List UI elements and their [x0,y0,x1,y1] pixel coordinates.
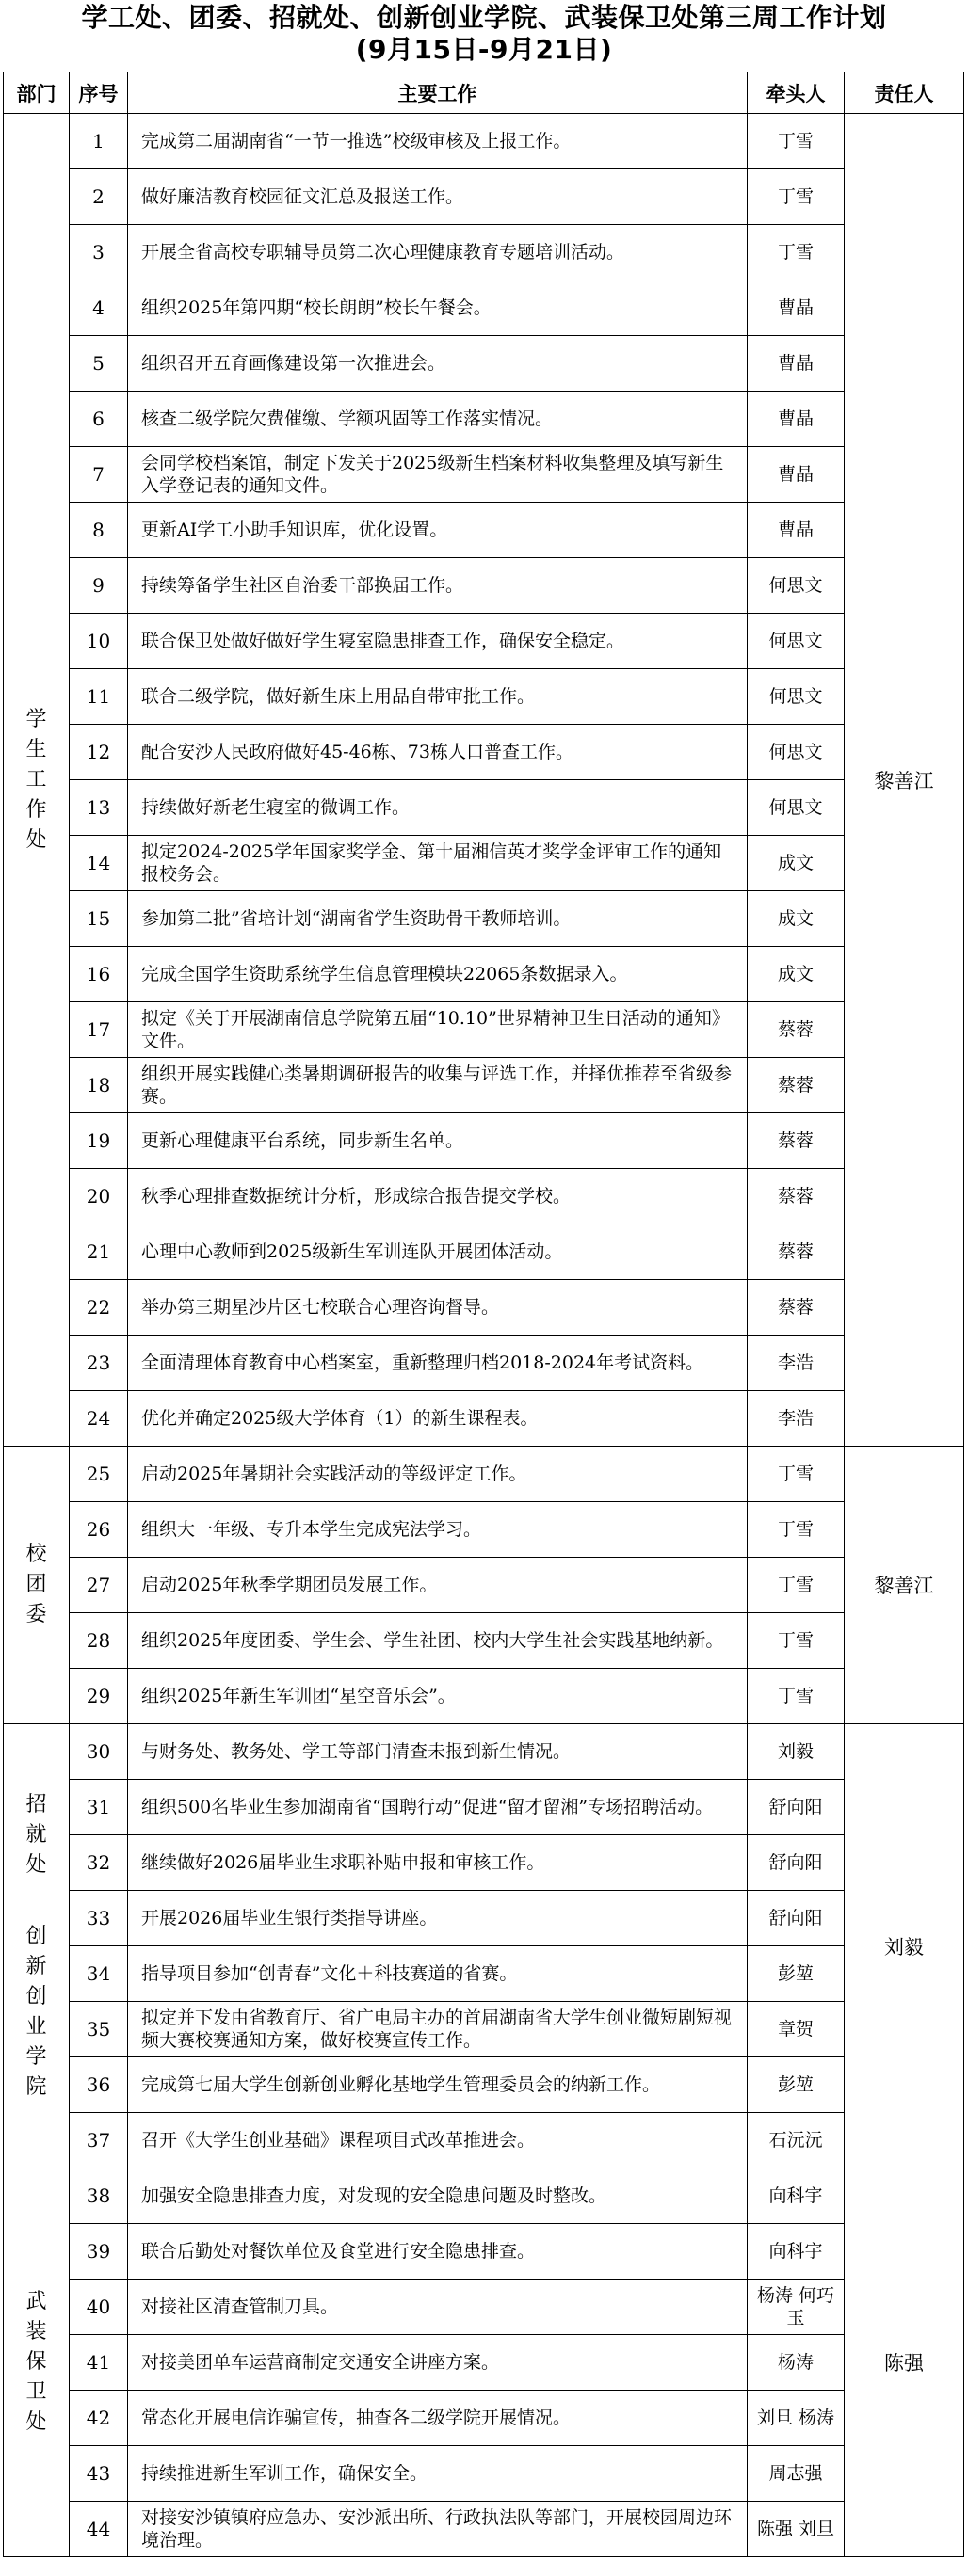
table-row [4,114,964,169]
seq-cell: 5 [70,336,128,392]
lead-cell: 丁雪 [748,169,845,225]
lead-cell: 成文 [748,836,845,891]
table-row [4,2224,964,2280]
seq-cell: 32 [70,1835,128,1891]
task-cell: 启动2025年秋季学期团员发展工作。 [128,1558,748,1613]
table-row [4,614,964,669]
seq-cell: 21 [70,1224,128,1280]
table-row [4,1891,964,1946]
task-cell: 对接美团单车运营商制定交通安全讲座方案。 [128,2335,748,2391]
task-cell: 组织500名毕业生参加湖南省“国聘行动”促进“留才留湘”专场招聘活动。 [128,1780,748,1835]
header-lead: 牵头人 [748,72,845,114]
seq-cell: 31 [70,1780,128,1835]
seq-cell: 22 [70,1280,128,1336]
lead-cell: 蔡蓉 [748,1280,845,1336]
lead-cell: 丁雪 [748,1447,845,1502]
table-row [4,225,964,280]
dept-cell [4,1447,70,1724]
task-cell: 全面清理体育教育中心档案室，重新整理归档2018-2024年考试资料。 [128,1336,748,1391]
seq-cell: 17 [70,1002,128,1058]
table-row [4,1169,964,1224]
lead-cell: 蔡蓉 [748,1113,845,1169]
table-row [4,1946,964,2002]
table-row [4,669,964,725]
lead-cell: 舒向阳 [748,1780,845,1835]
seq-cell: 40 [70,2280,128,2335]
task-cell: 组织2025年度团委、学生会、学生社团、校内大学生社会实践基地纳新。 [128,1613,748,1669]
task-cell: 完成第七届大学生创新创业孵化基地学生管理委员会的纳新工作。 [128,2057,748,2113]
dept-cell [4,114,70,1447]
dept-gap [5,1880,68,1922]
task-cell: 对接社区清查管制刀具。 [128,2280,748,2335]
lead-cell: 蔡蓉 [748,1224,845,1280]
table-row [4,2280,964,2335]
lead-cell: 何思文 [748,780,845,836]
task-cell: 联合二级学院，做好新生床上用品自带审批工作。 [128,669,748,725]
seq-cell: 20 [70,1169,128,1224]
lead-cell: 向科宇 [748,2224,845,2280]
table-body [4,114,964,2557]
dept-name: 创新创业学院 [25,1924,47,2099]
lead-cell: 蔡蓉 [748,1002,845,1058]
task-cell: 组织开展实践健心类暑期调研报告的收集与评选工作，并择优推荐至省级参赛。 [128,1058,748,1113]
lead-cell: 蔡蓉 [748,1058,845,1113]
table-row [4,2502,964,2557]
table-row [4,1002,964,1058]
task-cell: 核查二级学院欠费催缴、学额巩固等工作落实情况。 [128,392,748,447]
table-row [4,947,964,1002]
owner-cell: 刘毅 [845,1724,964,2168]
seq-cell: 30 [70,1724,128,1780]
seq-cell: 37 [70,2113,128,2168]
table-row [4,1558,964,1613]
table-row [4,2168,964,2224]
lead-cell: 杨涛 何巧玉 [748,2280,845,2335]
lead-cell: 李浩 [748,1391,845,1447]
seq-cell: 42 [70,2391,128,2446]
table-row [4,891,964,947]
seq-cell: 18 [70,1058,128,1113]
seq-cell: 10 [70,614,128,669]
header-task: 主要工作 [128,72,748,114]
table-row [4,1113,964,1169]
table-row [4,392,964,447]
lead-cell: 李浩 [748,1336,845,1391]
seq-cell: 7 [70,447,128,503]
lead-cell: 丁雪 [748,1613,845,1669]
table-row [4,1336,964,1391]
dept-cell [4,1724,70,2168]
seq-cell: 36 [70,2057,128,2113]
task-cell: 拟定并下发由省教育厅、省广电局主办的首届湖南省大学生创业微短剧短视频大赛校赛通知方案，做好校赛宣传工作。 [128,2002,748,2057]
seq-cell: 9 [70,558,128,614]
dept-cell [4,2168,70,2557]
seq-cell: 1 [70,114,128,169]
seq-cell: 38 [70,2168,128,2224]
seq-cell: 35 [70,2002,128,2057]
lead-cell: 曹晶 [748,503,845,558]
lead-cell: 刘毅 [748,1724,845,1780]
owner-cell: 陈强 [845,2168,964,2557]
task-cell: 对接安沙镇镇府应急办、安沙派出所、行政执法队等部门，开展校园周边环境治理。 [128,2502,748,2557]
lead-cell: 曹晶 [748,447,845,503]
table-row [4,336,964,392]
lead-cell: 何思文 [748,669,845,725]
table-row [4,2335,964,2391]
header-owner: 责任人 [845,72,964,114]
task-cell: 会同学校档案馆，制定下发关于2025级新生档案材料收集整理及填写新生入学登记表的通知文件。 [128,447,748,503]
seq-cell: 13 [70,780,128,836]
title-block [0,0,968,68]
lead-cell: 蔡蓉 [748,1169,845,1224]
task-cell: 更新AI学工小助手知识库，优化设置。 [128,503,748,558]
task-cell: 组织2025年新生军训团“星空音乐会”。 [128,1669,748,1724]
table-row [4,2113,964,2168]
lead-cell: 向科宇 [748,2168,845,2224]
lead-cell: 陈强 刘旦 [748,2502,845,2557]
task-cell: 召开《大学生创业基础》课程项目式改革推进会。 [128,2113,748,2168]
table-row [4,169,964,225]
table-row [4,558,964,614]
lead-cell: 丁雪 [748,114,845,169]
table-row [4,2391,964,2446]
task-cell: 启动2025年暑期社会实践活动的等级评定工作。 [128,1447,748,1502]
task-cell: 做好廉洁教育校园征文汇总及报送工作。 [128,169,748,225]
task-cell: 持续筹备学生社区自治委干部换届工作。 [128,558,748,614]
lead-cell: 舒向阳 [748,1835,845,1891]
task-cell: 配合安沙人民政府做好45-46栋、73栋人口普查工作。 [128,725,748,780]
table-row [4,1058,964,1113]
seq-cell: 29 [70,1669,128,1724]
table-row [4,280,964,336]
table-row [4,1780,964,1835]
dept-name: 武装保卫处 [25,2290,47,2434]
seq-cell: 3 [70,225,128,280]
seq-cell: 33 [70,1891,128,1946]
dept-name: 校团委 [25,1543,47,1626]
task-cell: 联合后勤处对餐饮单位及食堂进行安全隐患排查。 [128,2224,748,2280]
lead-cell: 舒向阳 [748,1891,845,1946]
table-row [4,1613,964,1669]
lead-cell: 何思文 [748,614,845,669]
task-cell: 拟定2024-2025学年国家奖学金、第十届湘信英才奖学金评审工作的通知报校务会。 [128,836,748,891]
seq-cell: 39 [70,2224,128,2280]
seq-cell: 27 [70,1558,128,1613]
lead-cell: 丁雪 [748,1502,845,1558]
table-row [4,503,964,558]
task-cell: 加强安全隐患排查力度，对发现的安全隐患问题及时整改。 [128,2168,748,2224]
lead-cell: 章贺 [748,2002,845,2057]
task-cell: 优化并确定2025级大学体育（1）的新生课程表。 [128,1391,748,1447]
lead-cell: 石沅沅 [748,2113,845,2168]
lead-cell: 曹晶 [748,336,845,392]
table-row [4,1224,964,1280]
seq-cell: 15 [70,891,128,947]
lead-cell: 丁雪 [748,1558,845,1613]
lead-cell: 杨涛 [748,2335,845,2391]
task-cell: 开展全省高校专职辅导员第二次心理健康教育专题培训活动。 [128,225,748,280]
seq-cell: 2 [70,169,128,225]
table-row [4,1724,964,1780]
lead-cell: 彭堃 [748,1946,845,2002]
header-seq: 序号 [70,72,128,114]
lead-cell: 周志强 [748,2446,845,2502]
owner-cell: 黎善江 [845,1447,964,1724]
lead-cell: 何思文 [748,558,845,614]
seq-cell: 4 [70,280,128,336]
seq-cell: 16 [70,947,128,1002]
lead-cell: 彭堃 [748,2057,845,2113]
page-subtitle-dates: (9月15日-9月21日) [355,34,613,65]
seq-cell: 41 [70,2335,128,2391]
task-cell: 持续推进新生军训工作，确保安全。 [128,2446,748,2502]
seq-cell: 28 [70,1613,128,1669]
task-cell: 组织召开五育画像建设第一次推进会。 [128,336,748,392]
dept-name: 招就处 [25,1792,47,1877]
seq-cell: 43 [70,2446,128,2502]
seq-cell: 26 [70,1502,128,1558]
seq-cell: 8 [70,503,128,558]
table-row [4,2057,964,2113]
table-row [4,1669,964,1724]
task-cell: 更新心理健康平台系统，同步新生名单。 [128,1113,748,1169]
task-cell: 继续做好2026届毕业生求职补贴申报和审核工作。 [128,1835,748,1891]
task-cell: 拟定《关于开展湖南信息学院第五届“10.10”世界精神卫生日活动的通知》文件。 [128,1002,748,1058]
task-cell: 指导项目参加“创青春”文化＋科技赛道的省赛。 [128,1946,748,2002]
lead-cell: 刘旦 杨涛 [748,2391,845,2446]
seq-cell: 44 [70,2502,128,2557]
task-cell: 持续做好新老生寝室的微调工作。 [128,780,748,836]
lead-cell: 丁雪 [748,225,845,280]
table-row [4,1835,964,1891]
task-cell: 常态化开展电信诈骗宣传，抽查各二级学院开展情况。 [128,2391,748,2446]
task-cell: 联合保卫处做好做好学生寝室隐患排查工作，确保安全稳定。 [128,614,748,669]
table-row [4,725,964,780]
dept-name: 学生工作处 [25,707,47,852]
task-cell: 开展2026届毕业生银行类指导讲座。 [128,1891,748,1946]
table-row [4,1391,964,1447]
table-header-row [4,72,964,114]
table-row [4,780,964,836]
page-title: 学工处、团委、招就处、创新创业学院、武装保卫处第三周工作计划 [81,2,887,33]
seq-cell: 25 [70,1447,128,1502]
table-row [4,1447,964,1502]
lead-cell: 曹晶 [748,280,845,336]
lead-cell: 成文 [748,891,845,947]
task-cell: 秋季心理排查数据统计分析，形成综合报告提交学校。 [128,1169,748,1224]
table-row [4,2002,964,2057]
task-cell: 心理中心教师到2025级新生军训连队开展团体活动。 [128,1224,748,1280]
table-row [4,447,964,503]
seq-cell: 14 [70,836,128,891]
lead-cell: 丁雪 [748,1669,845,1724]
table-row [4,1502,964,1558]
table-row [4,836,964,891]
seq-cell: 12 [70,725,128,780]
seq-cell: 11 [70,669,128,725]
task-cell: 完成第二届湖南省“一节一推选”校级审核及上报工作。 [128,114,748,169]
task-cell: 参加第二批”省培计划“湖南省学生资助骨干教师培训。 [128,891,748,947]
task-cell: 组织大一年级、专升本学生完成宪法学习。 [128,1502,748,1558]
seq-cell: 19 [70,1113,128,1169]
seq-cell: 6 [70,392,128,447]
task-cell: 举办第三期星沙片区七校联合心理咨询督导。 [128,1280,748,1336]
task-cell: 组织2025年第四期“校长朗朗”校长午餐会。 [128,280,748,336]
lead-cell: 曹晶 [748,392,845,447]
owner-cell: 黎善江 [845,114,964,1447]
seq-cell: 23 [70,1336,128,1391]
lead-cell: 成文 [748,947,845,1002]
header-dept: 部门 [4,72,70,114]
seq-cell: 24 [70,1391,128,1447]
table-row [4,1280,964,1336]
task-cell: 与财务处、教务处、学工等部门清查未报到新生情况。 [128,1724,748,1780]
work-plan-table [3,72,964,2557]
table-row [4,2446,964,2502]
seq-cell: 34 [70,1946,128,2002]
lead-cell: 何思文 [748,725,845,780]
task-cell: 完成全国学生资助系统学生信息管理模块22065条数据录入。 [128,947,748,1002]
